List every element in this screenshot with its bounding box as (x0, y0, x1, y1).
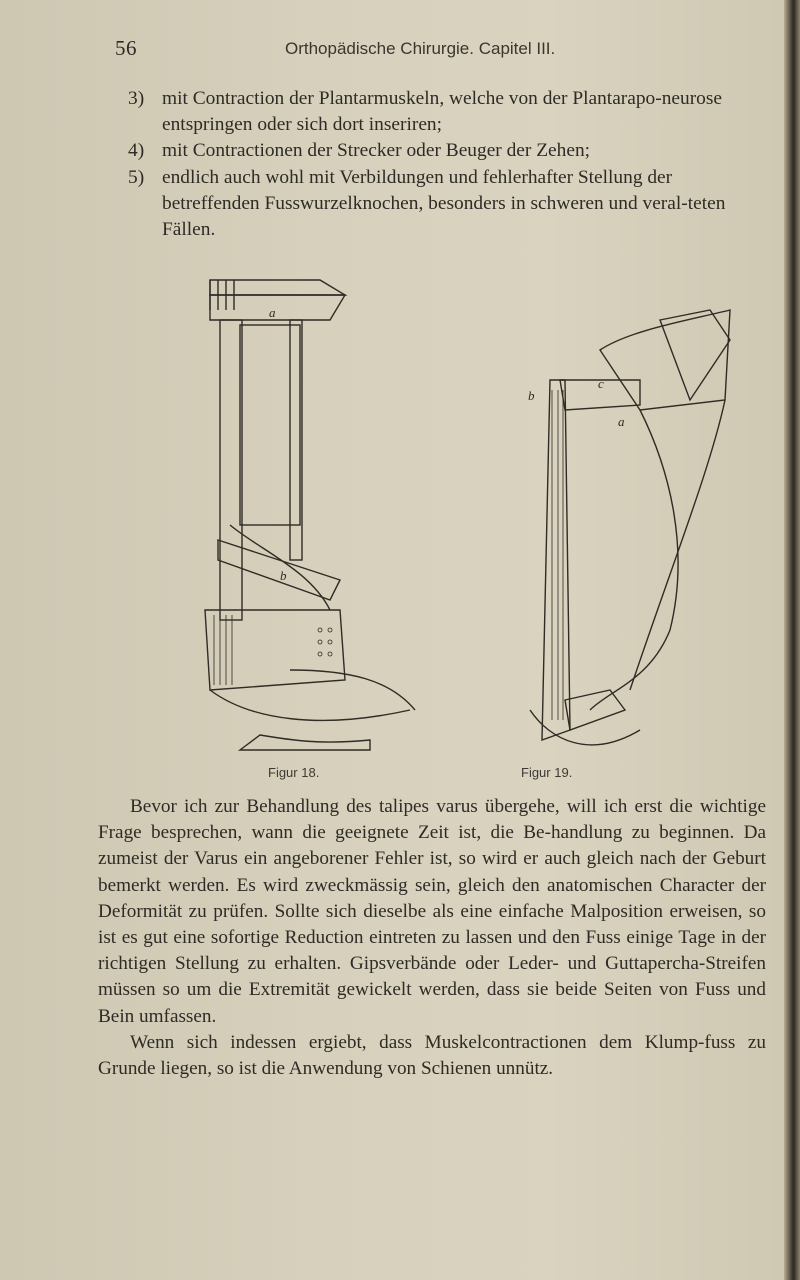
figure-18-label-b: b (280, 568, 287, 583)
list-text: mit Contraction der Plantarmuskeln, welche von der Plantarapo-neurose entspringen oder sich dort inseriren; (162, 88, 723, 136)
list-text: endlich auch wohl mit Verbildungen und fehlerhafter Stellung der betreffenden Fusswurzelknochen, besonders in schweren und veral-teten Fällen. (162, 166, 726, 241)
figure-18-drawing (205, 280, 415, 750)
list-text: mit Contractionen der Strecker oder Beuger der Zehen; (162, 140, 591, 162)
list-item (128, 86, 768, 138)
list-number: 4) (128, 140, 145, 162)
body-text (98, 794, 766, 1082)
figure-19-drawing (530, 310, 730, 745)
figure-19-label-b: b (528, 388, 535, 403)
paragraph: Bevor ich zur Behandlung des talipes varus übergehe, will ich erst die wichtige Frage besprechen, wann die geeignete Zeit ist, die Be-handlung zu beginnen. Da zumeist der Varus ein angeborener Fehler ist, so wird er auch gleich nach der Geburt bemerkt werden. Es wird zweckmässig sein, gleich den anatomischen Character der Deformität zu prüfen. Sollte sich dieselbe als eine einfache Malposition erweisen, so ist es gut eine sofortige Reduction eintreten zu lassen und den Fuss einige Tage in der richtigen Stellung zu erhalten. Gipsverbände oder Leder- und Guttapercha-Streifen müssen so um die Extremität gewickelt werden, dass sie beide Seiten von Fuss und Bein umfassen. (98, 796, 766, 1027)
figure-18-label-a: a (269, 305, 276, 320)
list-number: 3) (128, 88, 145, 109)
orthopedic-brace-illustrations (170, 270, 770, 780)
list-number: 5) (128, 166, 145, 188)
figure-19-caption: Figur 19. (521, 765, 573, 780)
list-item (128, 138, 768, 164)
page-number: 56 (115, 36, 137, 60)
figure-19-label-c: c (598, 376, 604, 391)
running-head: Orthopädische Chirurgie. Capitel III. (285, 39, 556, 58)
figure-18-caption: Figur 18. (268, 765, 320, 780)
list-item (128, 165, 768, 244)
figures-area (170, 270, 770, 780)
paragraph: Wenn sich indessen ergiebt, dass Muskelcontractionen dem Klump-fuss zu Grunde liegen, so ist die Anwendung von Schienen unnütz. (98, 1031, 766, 1080)
page-edge-shadow (784, 0, 800, 1280)
numbered-list (128, 86, 768, 243)
figure-19-label-a: a (618, 414, 625, 429)
page-header (115, 36, 675, 66)
